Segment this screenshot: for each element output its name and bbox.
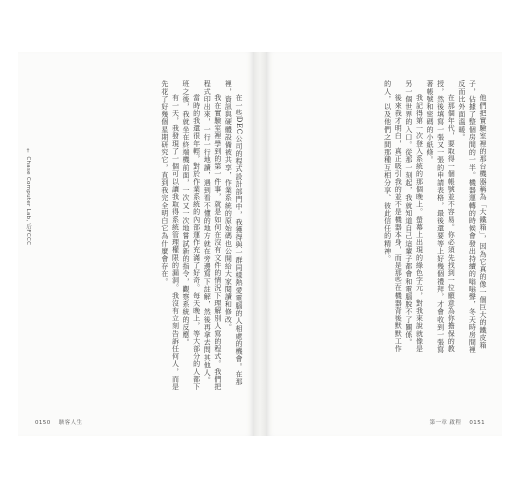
right-page	[266, 52, 502, 436]
right-folio	[427, 418, 488, 426]
paragraph: 在一些DEC公司的程式設計部門中，我獲得與一群同樣熱愛電腦的人相處的機會。在那裡，資訊與硬體設備被共享，作業系統的原始碼也公開給大家閱讀和修改。	[224, 80, 243, 386]
page-number: 0151	[469, 420, 485, 426]
paragraph: 當時的我還很年輕，對於作業系統的內部運作充滿了好奇。每天晚上，等大部分的人都下班之後，我就坐在終端機前面，一次又一次地嘗試新的指令，觀察系統的反應。	[182, 80, 201, 391]
page-number: 0150	[35, 420, 51, 426]
side-note: † Chase Computer Lab, 后FCCC	[25, 148, 31, 246]
open-book	[18, 52, 502, 436]
paragraph: 他們把實驗室裡的那台機器稱為「大鐵箱」，因為它真的像一個巨大的鐵皮箱子，佔據了整個房間的一半。機器運轉的時候會發出持續的嗡嗡聲，冬天時房間裡反而比外面溫暖。	[457, 80, 487, 354]
paragraph: 我在實驗室裡學到的第一件事，就是如何在沒有文件的情況下理解別人寫的程式。我們把程式印出來，一行一行地讀，遇到看不懂的地方就在旁邊寫下註解，然後再拿去問其他人。	[203, 80, 222, 391]
book-gutter	[254, 52, 266, 436]
paragraph: 我記得第一次登入系統的那個晚上。螢幕上出現的綠色字元，對我來說就像是另一個世界的入口。從那一刻起，我就知道自己這輩子都會和電腦脫不了關係。	[404, 80, 424, 353]
paragraph: 後來我才明白，真正吸引我的並不是機器本身，而是那些在機器背後默默工作的人，以及他們之間那種互相分享、彼此信任的精神。	[383, 80, 403, 353]
left-page-text	[36, 80, 244, 392]
running-head: 駭客人生	[58, 420, 83, 426]
left-folio	[32, 418, 85, 426]
running-head: 第一章 啟程	[429, 420, 462, 426]
left-page	[18, 52, 254, 436]
paragraph: 有一天，我發現了一個可以讓我取得系統管理權限的漏洞。我沒有立刻告訴任何人，而是先花了好幾個星期研究它，直到我完全明白它為什麼會存在。	[160, 80, 180, 391]
paragraph: 在那個年代，要取得一個帳號並不容易。你必須先找到一位願意為你擔保的教授，然後填寫一張又一張的申請表格，最後還要等上好幾個禮拜，才會收到一張寫著帳號和密碼的小紙條。	[426, 80, 456, 354]
right-page-text	[276, 80, 488, 356]
